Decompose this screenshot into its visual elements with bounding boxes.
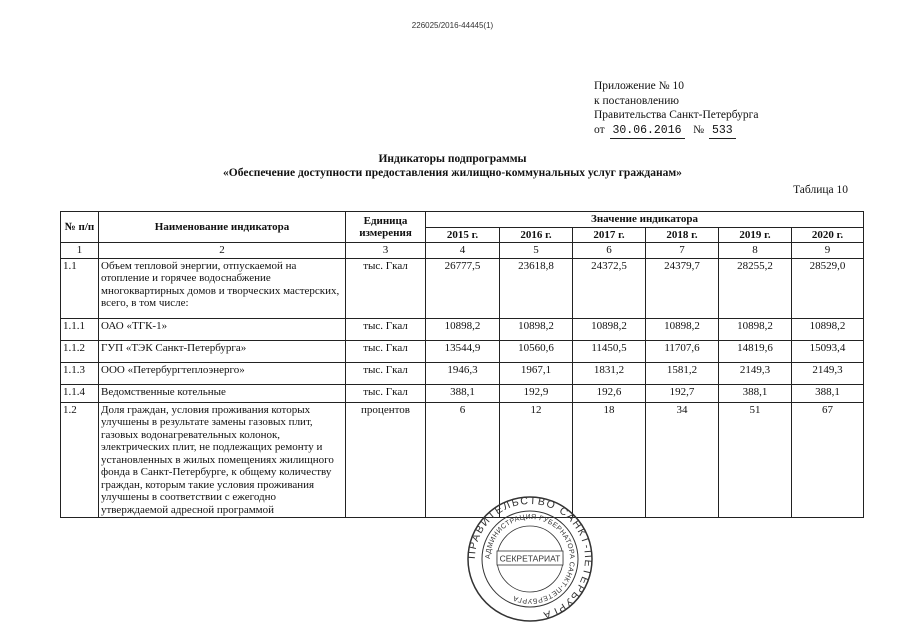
- row-name: ОАО «ТГК-1»: [99, 318, 346, 340]
- title-line-2: «Обеспечение доступности предоставления жилищно-коммунальных услуг гражданам»: [223, 167, 682, 179]
- seal-outer-text: ПРАВИТЕЛЬСТВО САНКТ-ПЕТЕРБУРГА: [466, 495, 594, 622]
- row-num: 1.1.2: [61, 340, 99, 362]
- row-name: Ведомственные котельные: [99, 384, 346, 402]
- appendix-date-line: [594, 123, 759, 140]
- row-name: Доля граждан, условия проживания которых улучшены в результате замены газовых плит, газовых водонагревательных колонок, электрических плит, не подлежащих ремонту и установленных в жилых помещениях жилищного фонда в Санкт-Петербурге, к общему количеству граждан, которым такие условия проживания улучшены в соответствии с ежегодно утверждаемой адресной программой: [99, 402, 346, 518]
- document-title: [0, 152, 905, 180]
- header-year: 2016 г.: [500, 227, 573, 243]
- header-unit: Единица измерения: [346, 212, 426, 243]
- header-year: 2019 г.: [719, 227, 792, 243]
- column-number: 7: [646, 243, 719, 259]
- row-unit: тыс. Гкал: [346, 362, 426, 384]
- row-value: 10898,2: [573, 318, 646, 340]
- row-unit: тыс. Гкал: [346, 258, 426, 318]
- row-value: 12: [500, 402, 573, 518]
- row-value: 67: [792, 402, 864, 518]
- row-value: 1581,2: [646, 362, 719, 384]
- row-num: 1.2: [61, 402, 99, 518]
- table-label: Таблица 10: [793, 184, 848, 196]
- row-value: 10898,2: [426, 318, 500, 340]
- row-value: 2149,3: [792, 362, 864, 384]
- row-value: 14819,6: [719, 340, 792, 362]
- row-value: 23618,8: [500, 258, 573, 318]
- row-value: 10898,2: [719, 318, 792, 340]
- row-value: 6: [426, 402, 500, 518]
- row-unit: процентов: [346, 402, 426, 518]
- row-num: 1.1.3: [61, 362, 99, 384]
- table-row: [61, 402, 864, 518]
- row-value: 192,6: [573, 384, 646, 402]
- row-num: 1.1.4: [61, 384, 99, 402]
- row-value: 388,1: [719, 384, 792, 402]
- row-value: 10898,2: [500, 318, 573, 340]
- row-value: 13544,9: [426, 340, 500, 362]
- row-name: ГУП «ТЭК Санкт-Петербурга»: [99, 340, 346, 362]
- row-value: 10898,2: [792, 318, 864, 340]
- official-seal: [466, 495, 594, 623]
- row-value: 10560,6: [500, 340, 573, 362]
- header-value: Значение индикатора: [426, 212, 864, 228]
- header-year: 2020 г.: [792, 227, 864, 243]
- row-unit: тыс. Гкал: [346, 318, 426, 340]
- appendix-line-1: Приложение № 10: [594, 80, 684, 92]
- row-value: 2149,3: [719, 362, 792, 384]
- column-number: 5: [500, 243, 573, 259]
- appendix-line-3: Правительства Санкт-Петербурга: [594, 109, 759, 121]
- title-line-1: Индикаторы подпрограммы: [378, 153, 527, 165]
- seal-inner-text: АДМИНИСТРАЦИЯ ГУБЕРНАТОРА САНКТ-ПЕТЕРБУРГА: [484, 513, 576, 605]
- indicators-table: [60, 211, 864, 518]
- row-value: 11707,6: [646, 340, 719, 362]
- row-name: Объем тепловой энергии, отпускаемой на отопление и горячее водоснабжение многоквартирных домов и творческих мастерских, всего, в том числе:: [99, 258, 346, 318]
- column-number: 4: [426, 243, 500, 259]
- row-value: 34: [646, 402, 719, 518]
- row-value: 15093,4: [792, 340, 864, 362]
- row-value: 26777,5: [426, 258, 500, 318]
- row-value: 24379,7: [646, 258, 719, 318]
- header-year: 2015 г.: [426, 227, 500, 243]
- header-year: 2018 г.: [646, 227, 719, 243]
- document-id: 226025/2016-44445(1): [411, 21, 494, 30]
- row-value: 28255,2: [719, 258, 792, 318]
- row-name: ООО «Петербургтеплоэнерго»: [99, 362, 346, 384]
- row-num: 1.1.1: [61, 318, 99, 340]
- column-number-row: [61, 243, 864, 259]
- date-prefix: от: [594, 123, 605, 136]
- header-year: 2017 г.: [573, 227, 646, 243]
- column-number: 6: [573, 243, 646, 259]
- number-label: №: [693, 123, 705, 136]
- row-value: 388,1: [426, 384, 500, 402]
- table-row: [61, 362, 864, 384]
- seal-center-text: СЕКРЕТАРИАТ: [499, 553, 561, 564]
- column-number: 8: [719, 243, 792, 259]
- row-value: 10898,2: [646, 318, 719, 340]
- row-unit: тыс. Гкал: [346, 340, 426, 362]
- row-value: 1946,3: [426, 362, 500, 384]
- row-unit: тыс. Гкал: [346, 384, 426, 402]
- column-number: 3: [346, 243, 426, 259]
- row-value: 18: [573, 402, 646, 518]
- row-value: 388,1: [792, 384, 864, 402]
- header-num: № п/п: [61, 212, 99, 243]
- table-row: [61, 340, 864, 362]
- row-value: 192,9: [500, 384, 573, 402]
- decree-number: 533: [709, 124, 736, 140]
- row-value: 51: [719, 402, 792, 518]
- decree-date: 30.06.2016: [610, 124, 685, 140]
- header-name: Наименование индикатора: [99, 212, 346, 243]
- column-number: 2: [99, 243, 346, 259]
- appendix-line-2: к постановлению: [594, 94, 679, 107]
- row-value: 24372,5: [573, 258, 646, 318]
- column-number: 1: [61, 243, 99, 259]
- column-number: 9: [792, 243, 864, 259]
- row-value: 192,7: [646, 384, 719, 402]
- row-value: 1967,1: [500, 362, 573, 384]
- row-value: 1831,2: [573, 362, 646, 384]
- row-value: 28529,0: [792, 258, 864, 318]
- table-row: [61, 318, 864, 340]
- table-row: [61, 258, 864, 318]
- table-row: [61, 384, 864, 402]
- row-value: 11450,5: [573, 340, 646, 362]
- row-num: 1.1: [61, 258, 99, 318]
- appendix-block: [594, 79, 759, 139]
- header-row-1: [61, 212, 864, 228]
